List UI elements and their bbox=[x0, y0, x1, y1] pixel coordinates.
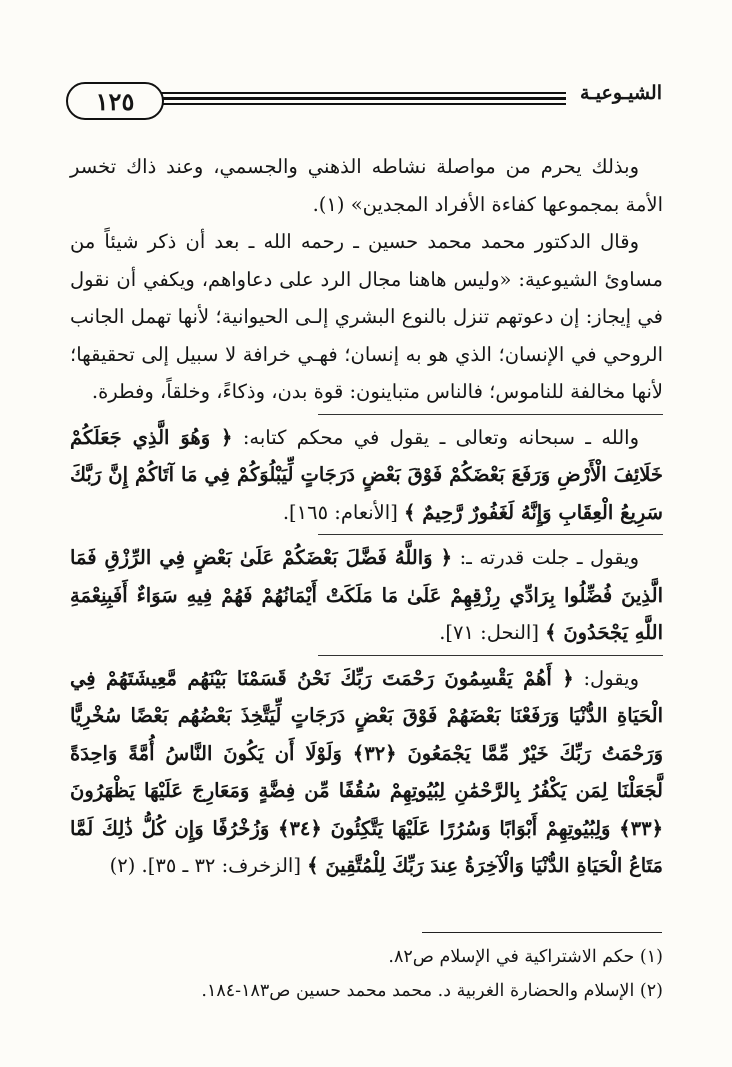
paragraph: وقال الدكتور محمد محمد حسين ـ رحمه الله ـ بعد أن ذكر شيئاً من مساوئ الشيوعية: «وليس هاهنا مجال الرد على دعاواهم، ويكفي أن نقول في إيجاز: إن دعوتهم تنزل بالنوع البشري إلـى الحيوانية؛ لأنها تهمل الجانب الروحي في الإنسان؛ الذي هو به إنسان؛ فهـي خرافة لا سبيل إلى تحقيقها؛ لأنها مخالفة للناموس؛ فالناس متباينون: قوة بدن، وذكاءً، وخلقاً، وفطرة. bbox=[70, 230, 663, 403]
section-divider bbox=[318, 655, 663, 656]
quran-verse: ﴿ وَهُوَ الَّذِي جَعَلَكُمْ خَلَائِفَ الْأَرْضِ وَرَفَعَ بَعْضَكُمْ فَوْقَ بَعْضٍ دَرَجَاتٍ لِّيَبْلُوَكُمْ فِي مَا آتَاكُمْ إِنَّ رَبَّكَ سَرِيعُ الْعِقَابِ وَإِنَّهُ لَغَفُورٌ رَّحِيمٌ ﴾ bbox=[70, 425, 663, 524]
footnote-divider bbox=[422, 932, 662, 933]
quran-verse: ﴿ وَاللَّهُ فَضَّلَ بَعْضَكُمْ عَلَىٰ بَعْضٍ فِي الرِّزْقِ فَمَا الَّذِينَ فُضِّلُوا بِرَادِّي رِزْقِهِمْ عَلَىٰ مَا مَلَكَتْ أَيْمَانُهُمْ فَهُمْ فِيهِ سَوَاءٌ أَفَبِنِعْمَةِ اللَّهِ يَجْحَدُونَ ﴾ bbox=[70, 546, 663, 644]
verse-reference: [النحل: ٧١]. bbox=[439, 621, 539, 644]
footnote: (١) حكم الاشتراكية في الإسلام ص٨٢. bbox=[388, 947, 663, 967]
paragraph: وبذلك يحرم من مواصلة نشاطه الذهني والجسمي، وعند ذاك تخسر الأمة بمجموعها كفاءة الأفراد المجدين» (١). bbox=[70, 155, 663, 216]
main-text bbox=[70, 148, 663, 885]
section-divider bbox=[318, 534, 663, 535]
footnotes bbox=[70, 940, 663, 1008]
verse-reference: [الزخرف: ٣٢ ـ ٣٥]. (٢) bbox=[109, 854, 301, 877]
header-rule bbox=[146, 103, 566, 105]
section-divider bbox=[318, 414, 663, 415]
verse-reference: [الأنعام: ١٦٥]. bbox=[282, 500, 398, 524]
quote-intro: والله ـ سبحانه وتعالى ـ يقول في محكم كتابه: bbox=[242, 425, 640, 449]
header-rule bbox=[146, 92, 566, 94]
quran-quote bbox=[70, 660, 663, 885]
footnote: (٢) الإسلام والحضارة الغربية د. محمد محمد حسين ص١٨٣-١٨٤. bbox=[201, 981, 663, 1001]
page-header bbox=[66, 82, 662, 122]
running-title: الشيـوعيـة bbox=[580, 82, 662, 104]
quran-verse: ﴿ أَهُمْ يَقْسِمُونَ رَحْمَتَ رَبِّكَ نَحْنُ قَسَمْنَا بَيْنَهُم مَّعِيشَتَهُمْ فِي الْحَيَاةِ الدُّنْيَا وَرَفَعْنَا بَعْضَهُمْ فَوْقَ بَعْضٍ دَرَجَاتٍ لِّيَتَّخِذَ بَعْضُهُم بَعْضًا سُخْرِيًّا وَرَحْمَتُ رَبِّكَ خَيْرٌ مِّمَّا يَجْمَعُونَ ﴿٣٢﴾ وَلَوْلَا أَن يَكُونَ النَّاسُ أُمَّةً وَاحِدَةً لَّجَعَلْنَا لِمَن يَكْفُرُ بِالرَّحْمَٰنِ لِبُيُوتِهِمْ سُقُفًا مِّن فِضَّةٍ وَمَعَارِجَ عَلَيْهَا يَظْهَرُونَ ﴿٣٣﴾ وَلِبُيُوتِهِمْ أَبْوَابًا وَسُرُرًا عَلَيْهَا يَتَّكِئُونَ ﴿٣٤﴾ وَزُخْرُفًا وَإِن كُلُّ ذَٰلِكَ لَمَّا مَتَاعُ الْحَيَاةِ الدُّنْيَا وَالْآخِرَةُ عِندَ رَبِّكَ لِلْمُتَّقِينَ ﴾ bbox=[70, 666, 664, 877]
page-number-badge: ١٢٥ bbox=[66, 82, 164, 120]
quran-quote bbox=[70, 419, 663, 532]
quote-intro: ويقول ـ جلت قدرته ـ: bbox=[459, 546, 639, 569]
quran-quote bbox=[70, 539, 663, 652]
quote-intro: ويقول: bbox=[583, 666, 640, 690]
header-rule bbox=[146, 97, 566, 100]
